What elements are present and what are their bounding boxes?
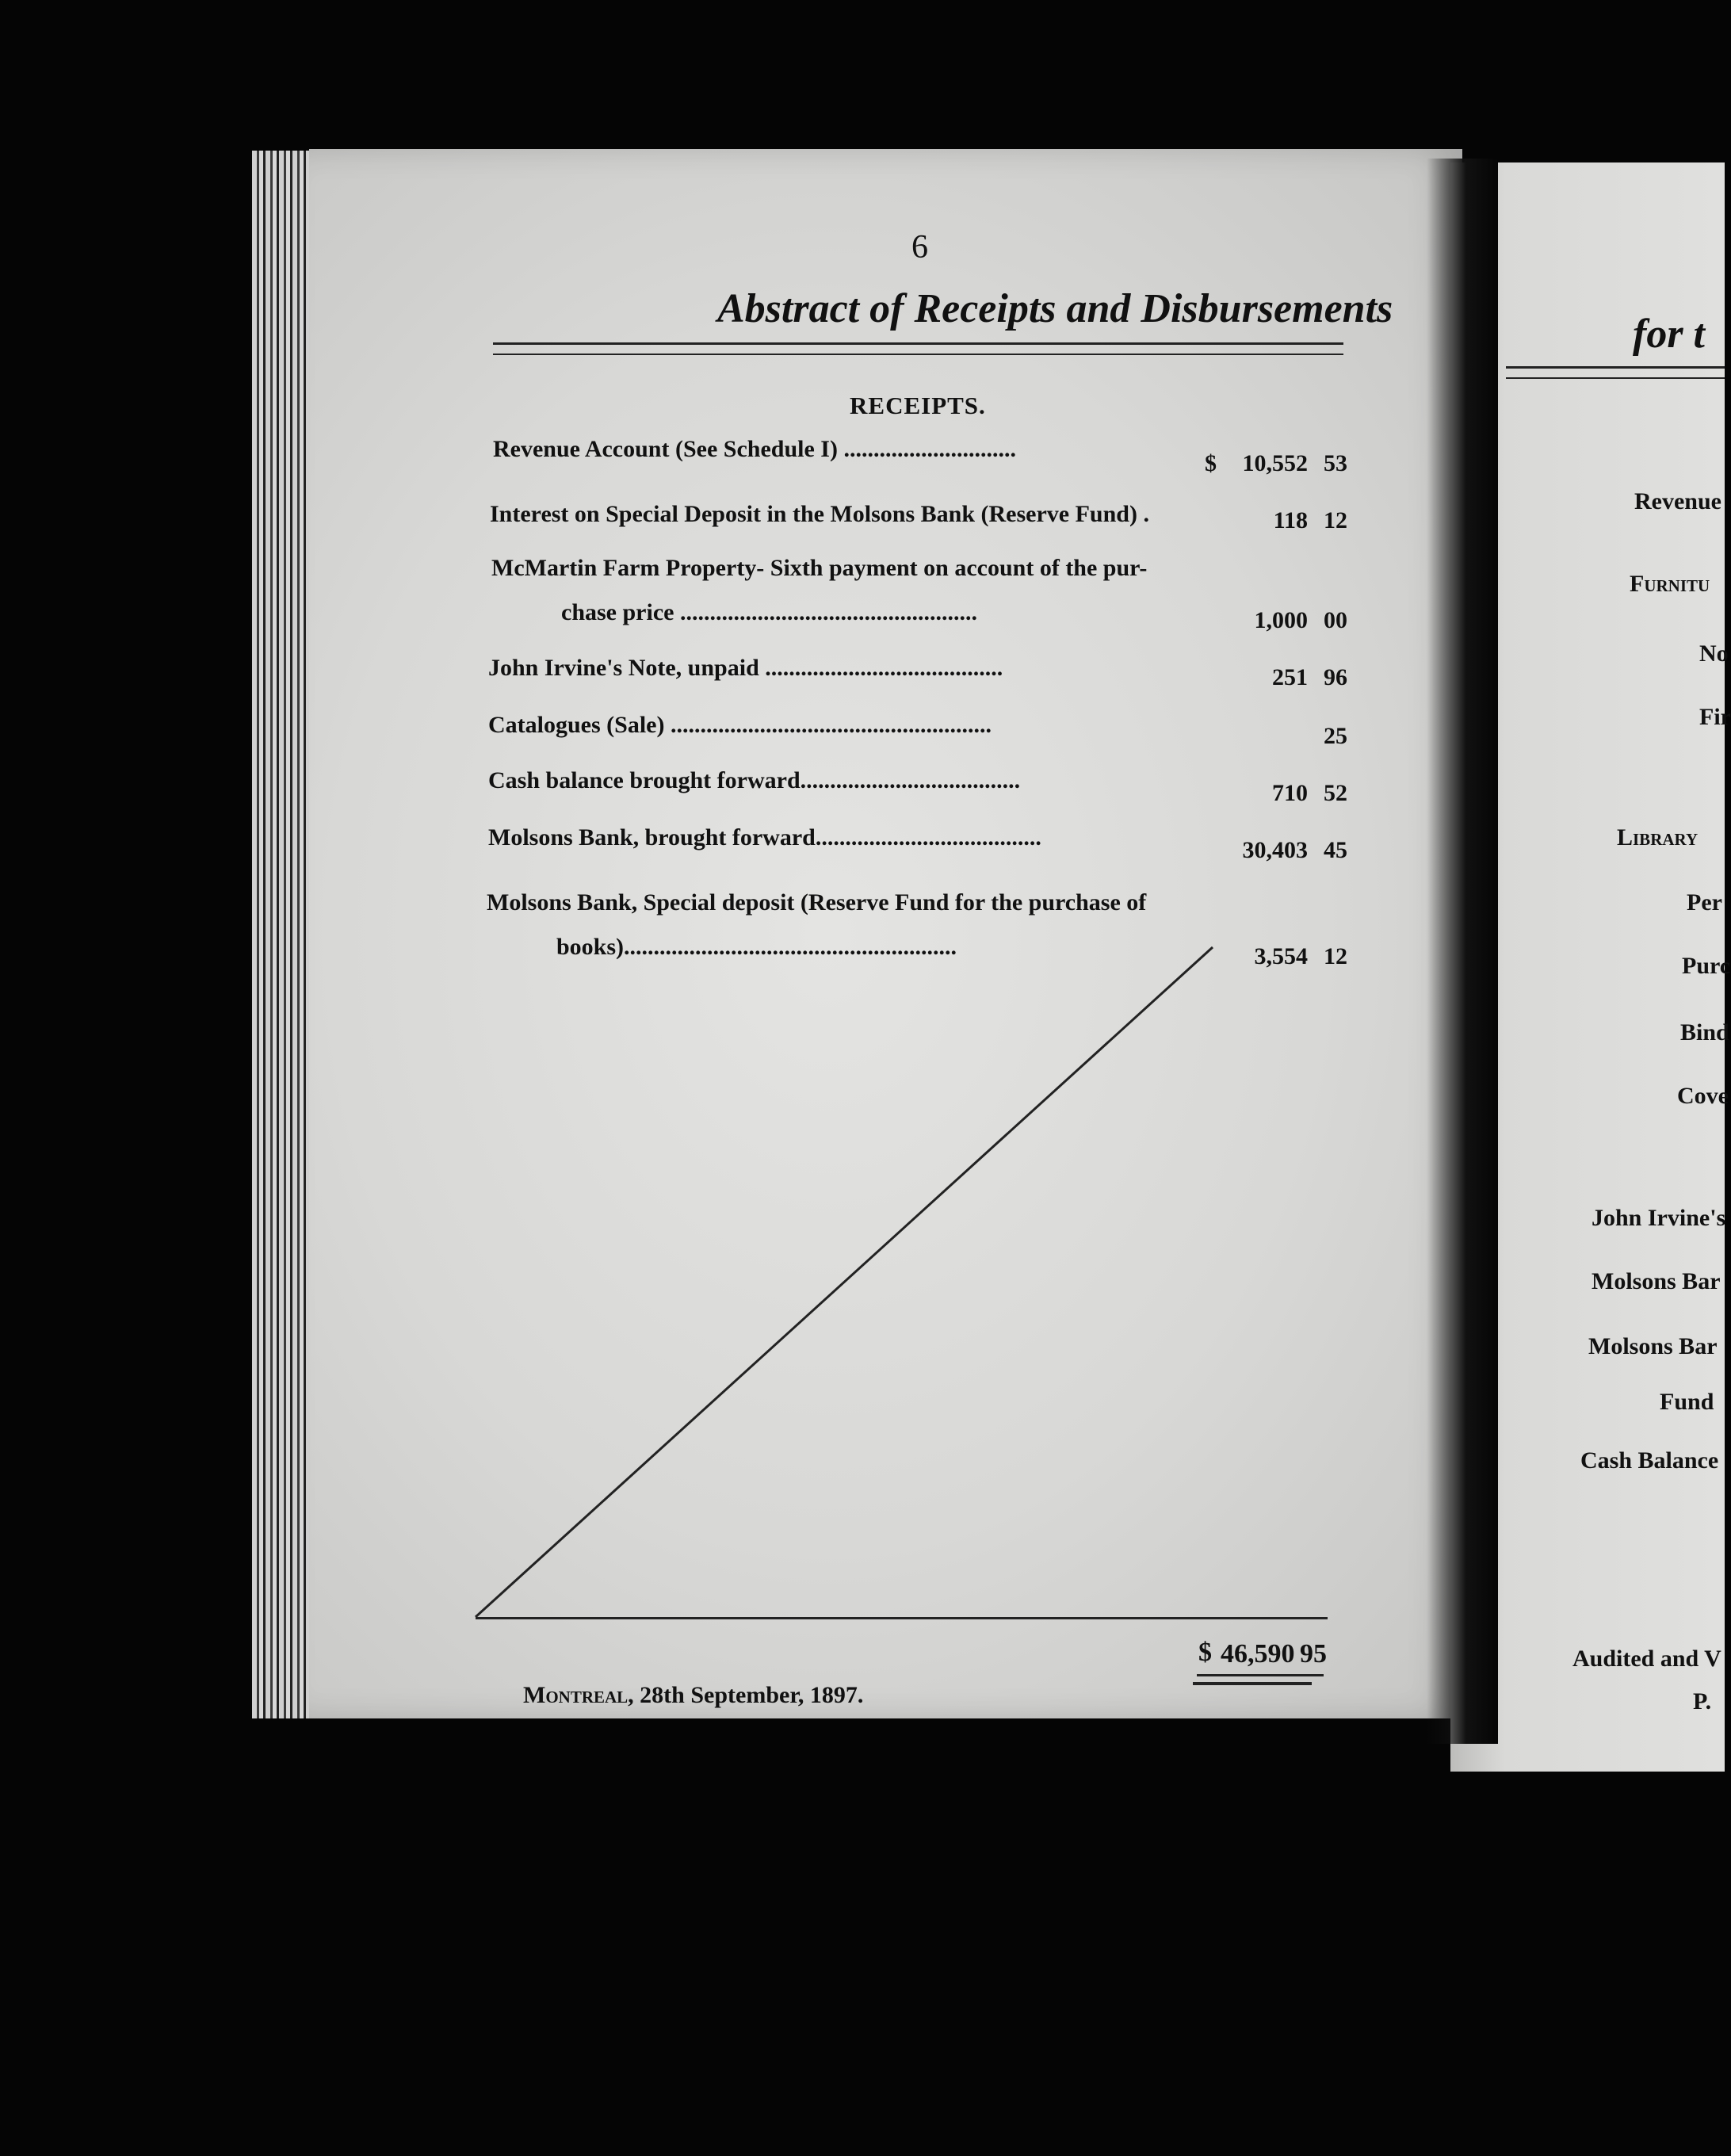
- entry-label-continued: chase price ..................................................: [561, 599, 977, 625]
- right-line: Purc: [1682, 953, 1731, 979]
- heading-rule-bottom: [493, 354, 1343, 355]
- total-rule: [476, 1617, 1328, 1619]
- right-heading-rule-2: [1506, 377, 1725, 379]
- right-line: Cash Balance: [1580, 1447, 1719, 1474]
- right-line: Molsons Bar: [1588, 1333, 1718, 1359]
- footer-date: 28th September, 1897.: [640, 1682, 864, 1708]
- entry-cents: 12: [1324, 507, 1347, 533]
- footer-dateline: [523, 1682, 863, 1709]
- entry-cents: 25: [1324, 723, 1347, 749]
- right-line: Bind: [1680, 1019, 1729, 1046]
- right-line: Cove: [1677, 1083, 1729, 1109]
- entry-dollars: 251: [1272, 664, 1308, 690]
- entry-dollars: 710: [1272, 780, 1308, 806]
- entry-dollars: 1,000: [1254, 607, 1308, 633]
- entry-cents: 53: [1324, 450, 1347, 476]
- page-heading: Abstract of Receipts and Disbursements: [717, 286, 1393, 331]
- entry-cents: 12: [1324, 943, 1347, 969]
- heading-rule-top: [493, 342, 1343, 345]
- entry-label-continued: books)........................................................: [556, 934, 957, 960]
- right-line: John Irvine's: [1592, 1205, 1726, 1231]
- page-number: 6: [911, 229, 928, 266]
- entry-label: Interest on Special Deposit in the Molsons Bank (Reserve Fund) .: [490, 501, 1149, 527]
- entry-label: Revenue Account (See Schedule I) .............................: [493, 436, 1016, 462]
- entry-label: Molsons Bank, brought forward......................................: [488, 824, 1041, 851]
- right-line: P.: [1693, 1688, 1712, 1714]
- right-line: Molsons Bar: [1592, 1268, 1721, 1294]
- total-cents: 95: [1300, 1639, 1327, 1669]
- right-page-heading: for t: [1633, 312, 1705, 357]
- total-currency: $: [1198, 1638, 1212, 1667]
- entry-label: Catalogues (Sale) ......................................................: [488, 712, 992, 738]
- entry-label: John Irvine's Note, unpaid ........................................: [488, 655, 1003, 681]
- entry-cents: 45: [1324, 837, 1347, 863]
- entry-label: Molsons Bank, Special deposit (Reserve Fund for the purchase of: [487, 889, 1147, 916]
- entry-dollars: 118: [1273, 507, 1308, 533]
- entry-label: Cash balance brought forward.....................................: [488, 767, 1021, 793]
- entry-cents: 96: [1324, 664, 1347, 690]
- right-line: Fir: [1699, 704, 1731, 730]
- total-dollars: 46,590: [1221, 1639, 1295, 1669]
- entry-currency: $: [1205, 450, 1217, 476]
- book-spine-edges: [252, 151, 314, 1718]
- right-heading-rule: [1506, 366, 1725, 369]
- book-gutter: [1427, 159, 1498, 1744]
- right-line: Fund: [1660, 1389, 1714, 1415]
- total-underline-1: [1197, 1674, 1324, 1676]
- entry-cents: 00: [1324, 607, 1347, 633]
- entry-cents: 52: [1324, 780, 1347, 806]
- right-line: Per: [1687, 889, 1722, 916]
- entry-dollars: 10,552: [1242, 450, 1308, 476]
- right-line: No: [1699, 640, 1729, 667]
- right-line: Library: [1617, 824, 1699, 851]
- section-title: RECEIPTS.: [850, 392, 986, 419]
- right-line: Audited and V: [1572, 1646, 1721, 1672]
- entry-dollars: 3,554: [1254, 943, 1308, 969]
- entry-dollars: 30,403: [1242, 837, 1308, 863]
- right-line: Revenue: [1634, 488, 1721, 514]
- diagonal-cancel-line: [468, 931, 1229, 1629]
- footer-place: Montreal,: [523, 1682, 634, 1708]
- total-underline-2: [1193, 1682, 1312, 1685]
- right-line: Furnitu: [1630, 571, 1710, 597]
- entry-label: McMartin Farm Property- Sixth payment on account of the pur-: [491, 555, 1148, 581]
